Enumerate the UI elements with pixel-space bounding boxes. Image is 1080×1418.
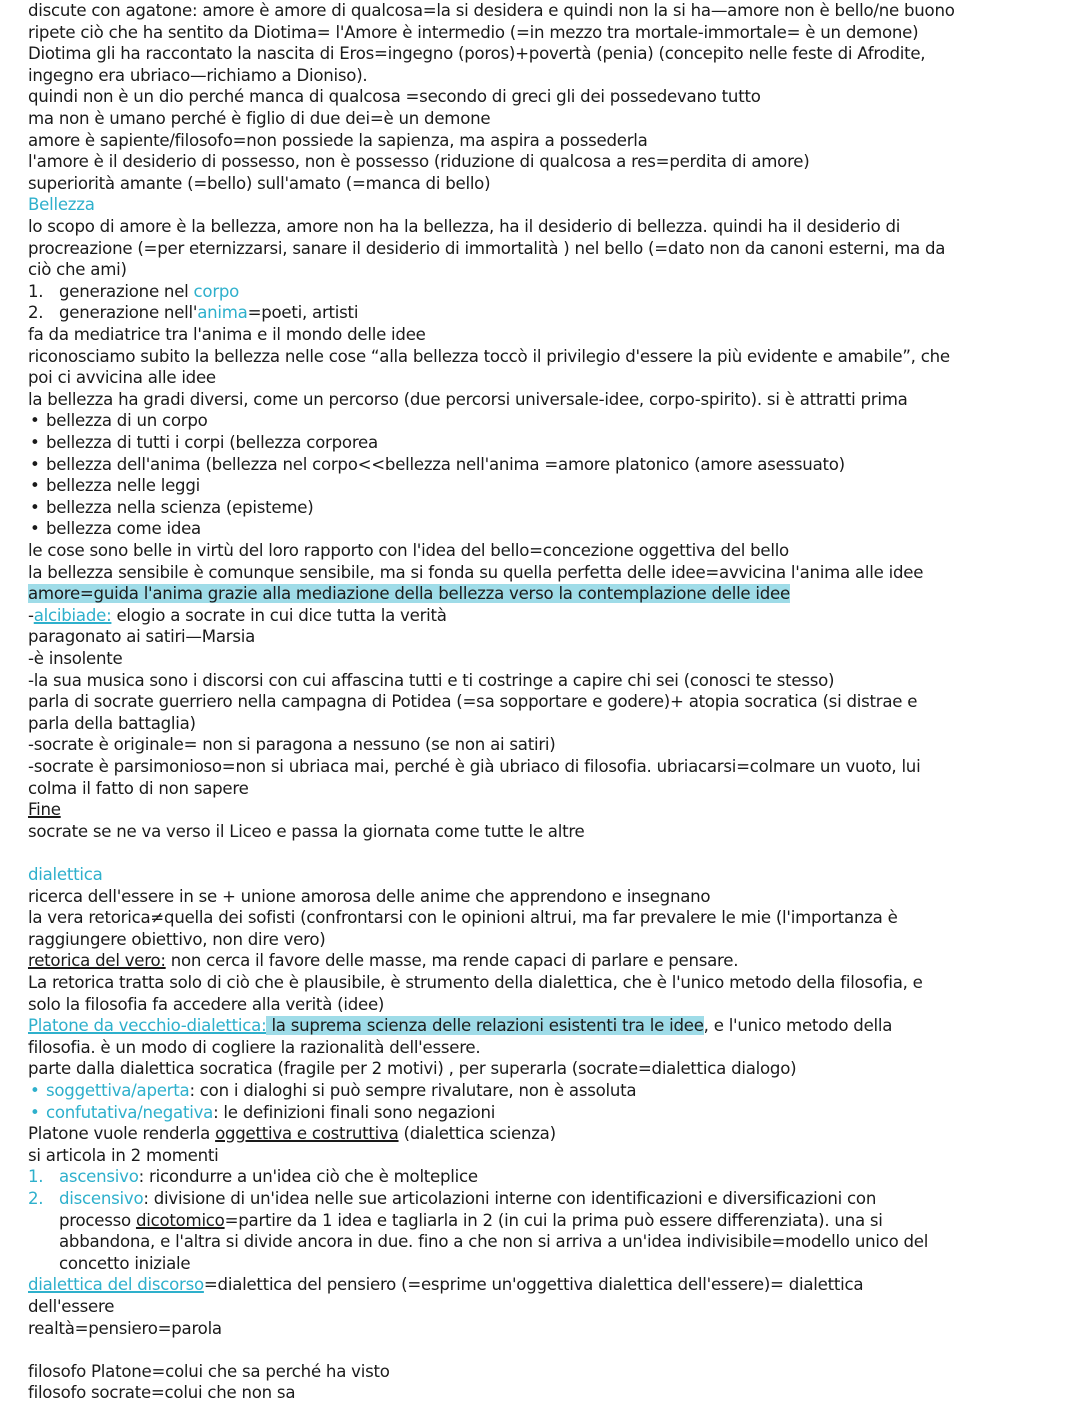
keyword: soggettiva/aperta xyxy=(46,1081,190,1100)
highlighted-line xyxy=(28,583,790,605)
bullet-icon: • xyxy=(30,476,40,496)
line-text: =partire da 1 idea e tagliarla in 2 (in cui la prima può essere differenziata). una si xyxy=(224,1210,883,1230)
line-text: (dialettica scienza) xyxy=(398,1124,556,1144)
bullet-item xyxy=(28,1102,928,1124)
item-number: 1. xyxy=(28,1167,44,1187)
keyword: confutativa/negativa xyxy=(46,1102,214,1122)
numbered-item xyxy=(28,1166,1028,1188)
text-line xyxy=(28,1274,863,1296)
item-label: : le definizioni finali sono negazioni xyxy=(213,1102,496,1122)
text-line xyxy=(28,950,738,972)
text-line: ciò che ami) xyxy=(28,260,127,280)
text-line: La retorica tratta solo di ciò che è plausibile, è strumento della dialettica, che è l'unico metodo della filosofia, e xyxy=(28,973,923,992)
keyword: Platone da vecchio-dialettica: xyxy=(28,1016,267,1036)
text-line: le cose sono belle in virtù del loro rapporto con l'idea del bello=concezione oggettiva del bello xyxy=(28,541,789,560)
text-line: lo scopo di amore è la bellezza, amore non ha la bellezza, ha il desiderio di bellezza. quindi ha il desiderio di xyxy=(28,217,901,236)
bullet-icon: • xyxy=(30,1102,40,1122)
keyword: discensivo xyxy=(59,1189,144,1208)
bullet-icon: • xyxy=(30,497,40,517)
text-line: -la sua musica sono i discorsi con cui affascina tutti e ti costringe a capire chi sei (conosci te stesso) xyxy=(28,670,835,690)
text-line xyxy=(28,605,447,627)
fine-heading: Fine xyxy=(28,800,61,820)
item-text: bellezza dell'anima (bellezza nel corpo<<bellezza nell'anima =amore platonico (amore asessuato) xyxy=(46,454,845,474)
text-line: -socrate è originale= non si paragona a nessuno (se non ai satiri) xyxy=(28,735,556,755)
item-number: 1. xyxy=(28,281,44,301)
line-text: elogio a socrate in cui dice tutta la verità xyxy=(111,605,447,625)
item-text xyxy=(59,302,358,324)
text-line: ricerca dell'essere in se + unione amorosa delle anime che apprendono e insegnano xyxy=(28,886,711,906)
text-line: superiorità amante (=bello) sull'amato (=manca di bello) xyxy=(28,173,491,193)
text-line: amore è sapiente/filosofo=non possiede la sapienza, ma aspira a possederla xyxy=(28,130,648,150)
bullet-item xyxy=(28,432,928,454)
bullet-item xyxy=(28,497,928,519)
text-line: la bellezza ha gradi diversi, come un percorso (due percorsi universale-idee, corpo-spirito). si è attratti prima xyxy=(28,389,908,409)
section-heading-bellezza: Bellezza xyxy=(28,195,95,215)
numbered-item xyxy=(28,302,628,324)
text-line: filosofo Platone=colui che sa perché ha visto xyxy=(28,1361,390,1381)
bullet-icon: • xyxy=(30,1081,40,1100)
highlight-text: la suprema scienza delle relazioni esistenti tra le idee xyxy=(266,1016,704,1036)
underlined-text: dicotomico xyxy=(135,1210,225,1230)
text-line: abbandona, e l'altra si divide ancora in due. fino a che non si arriva a un'idea indivisibile=modello unico del xyxy=(59,1232,929,1252)
item-number: 2. xyxy=(28,303,44,323)
text-line: parte dalla dialettica socratica (fragile per 2 motivi) , per superarla (socrate=dialettica dialogo) xyxy=(28,1059,797,1079)
line-text: processo xyxy=(59,1210,136,1230)
bullet-icon: • xyxy=(30,519,40,539)
text-line: poi ci avvicina alle idee xyxy=(28,368,216,388)
bullet-item xyxy=(28,410,928,432)
text-line: la bellezza sensibile è comunque sensibile, ma si fonda su quella perfetta delle idee=avvicina l'anima alle idee xyxy=(28,562,924,582)
keyword: dialettica del discorso xyxy=(28,1275,204,1295)
item-text xyxy=(59,281,239,303)
item-label: : ricondurre a un'idea ciò che è molteplice xyxy=(138,1167,478,1187)
numbered-item xyxy=(28,281,628,303)
text-line: quindi non è un dio perché manca di qualcosa =secondo di greci gli dei possedevano tutto xyxy=(28,87,761,107)
keyword: corpo xyxy=(193,281,240,301)
item-text: bellezza nella scienza (episteme) xyxy=(46,497,314,517)
text-line: colma il fatto di non sapere xyxy=(28,778,249,798)
text-line: si articola in 2 momenti xyxy=(28,1145,219,1165)
text-line: parla della battaglia) xyxy=(28,713,196,733)
text-line: dell'essere xyxy=(28,1297,115,1316)
text-line: la vera retorica≠quella dei sofisti (confrontarsi con le opinioni altrui, ma far prevalere le mie (l'importanza è xyxy=(28,908,898,928)
text-line xyxy=(28,1123,556,1145)
line-text: =dialettica del pensiero (=esprime un'oggettiva dialettica dell'essere)= dialettica xyxy=(203,1275,864,1295)
bullet-icon: • xyxy=(30,411,40,431)
text-line: socrate se ne va verso il Liceo e passa la giornata come tutte le altre xyxy=(28,821,585,841)
line-text: , e l'unico metodo della xyxy=(703,1016,893,1036)
text-line: l'amore è il desiderio di possesso, non è possesso (riduzione di qualcosa a res=perdita di amore) xyxy=(28,152,810,172)
text-line: procreazione (=per eternizzarsi, sanare il desiderio di immortalità ) nel bello (=dato non da canoni esterni, ma da xyxy=(28,238,946,258)
bullet-item xyxy=(28,518,928,540)
text-line xyxy=(59,1210,883,1232)
text-line: raggiungere obiettivo, non dire vero) xyxy=(28,929,326,949)
item-number: 2. xyxy=(28,1189,44,1208)
text-line: riconosciamo subito la bellezza nelle cose “alla bellezza toccò il privilegio d'essere la più evidente e amabile”, che xyxy=(28,346,950,366)
item-label: generazione nel xyxy=(59,281,194,301)
dash: - xyxy=(28,605,34,625)
item-text: bellezza di tutti i corpi (bellezza corporea xyxy=(46,433,378,452)
item-label: : con i dialoghi si può sempre rivalutare, non è assoluta xyxy=(189,1081,637,1100)
keyword: ascensivo xyxy=(59,1167,139,1187)
text-line: filosofo socrate=colui che non sa xyxy=(28,1383,296,1403)
bullet-item xyxy=(28,475,928,497)
item-label: generazione nell' xyxy=(59,303,198,323)
item-text xyxy=(59,1166,478,1188)
text-line: concetto iniziale xyxy=(59,1253,191,1273)
text-line: Diotima gli ha raccontato la nascita di Eros=ingegno (poros)+povertà (penia) (concepito nelle feste di Afrodite, xyxy=(28,44,926,64)
text-line xyxy=(28,1015,892,1037)
text-line: realtà=pensiero=parola xyxy=(28,1318,222,1338)
text-line: discute con agatone: amore è amore di qualcosa=la si desidera e quindi non la si ha—amore non è bello/ne buono xyxy=(28,1,955,20)
underlined-text: oggettiva e costruttiva xyxy=(215,1124,399,1144)
item-label: : divisione di un'idea nelle sue articolazioni interne con identificazioni e diversificazioni con xyxy=(143,1189,877,1208)
text-line: fa da mediatrice tra l'anima e il mondo delle idee xyxy=(28,325,426,344)
bullet-icon: • xyxy=(30,433,40,452)
item-text xyxy=(59,1188,876,1210)
item-label: =poeti, artisti xyxy=(247,303,359,323)
text-line: parla di socrate guerriero nella campagna di Potidea (=sa sopportare e godere)+ atopia socratica (si distrae e xyxy=(28,692,918,712)
keyword: alcibiade: xyxy=(33,605,112,625)
line-text: non cerca il favore delle masse, ma rende capaci di parlare e pensare. xyxy=(165,951,739,971)
text-line: ripete ciò che ha sentito da Diotima= l'Amore è intermedio (=in mezzo tra mortale-immortale= è un demone) xyxy=(28,22,919,42)
text-line: solo la filosofia fa accedere alla verità (idee) xyxy=(28,994,385,1014)
text-line: -socrate è parsimonioso=non si ubriaca mai, perché è già ubriaco di filosofia. ubriacarsi=colmare un vuoto, lui xyxy=(28,757,921,776)
bullet-item xyxy=(28,454,928,476)
item-text: bellezza come idea xyxy=(46,519,201,539)
item-text: bellezza di un corpo xyxy=(46,411,208,431)
item-text xyxy=(46,1080,636,1102)
item-text xyxy=(46,1102,495,1124)
item-text: bellezza nelle leggi xyxy=(46,476,200,496)
keyword: retorica del vero: xyxy=(28,951,166,971)
text-line: -è insolente xyxy=(28,649,123,668)
text-line: filosofia. è un modo di cogliere la razionalità dell'essere. xyxy=(28,1037,481,1057)
section-heading-dialettica: dialettica xyxy=(28,865,103,884)
line-text: Platone vuole renderla xyxy=(28,1124,216,1144)
numbered-item xyxy=(28,1188,1028,1210)
text-line: paragonato ai satiri—Marsia xyxy=(28,627,255,647)
bullet-icon: • xyxy=(30,454,40,474)
text-line: ma non è umano perché è figlio di due dei=è un demone xyxy=(28,109,491,128)
highlight-text: amore=guida l'anima grazie alla mediazione della bellezza verso la contemplazione delle idee xyxy=(28,584,790,604)
bullet-item xyxy=(28,1080,928,1102)
text-line: ingegno era ubriaco—richiamo a Dioniso). xyxy=(28,65,368,85)
keyword: anima xyxy=(197,303,248,323)
